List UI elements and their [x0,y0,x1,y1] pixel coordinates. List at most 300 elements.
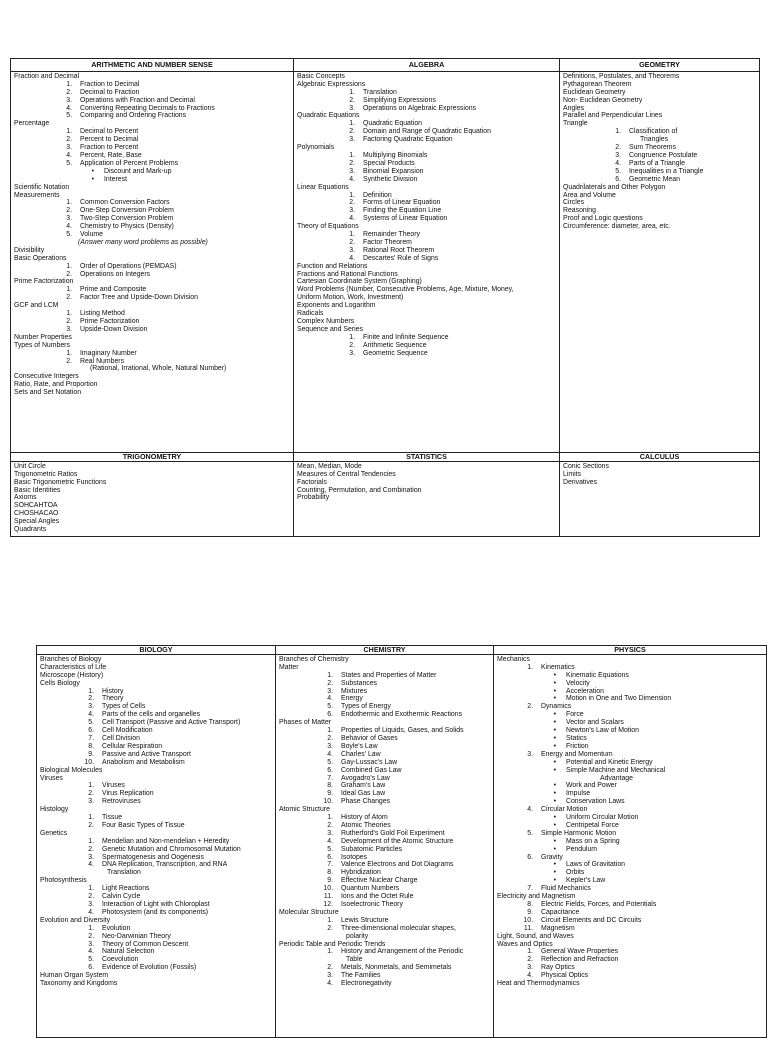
list-item [563,144,756,152]
list-item [14,310,290,318]
list-item-marker: 6. [327,766,333,774]
list-item-marker: 2. [66,207,72,215]
list-item-marker: 5. [66,159,72,167]
list-item [279,798,490,806]
list-item [563,223,756,231]
list-item-marker: 12. [323,901,333,908]
list-item-text: Prime Factorization [80,318,140,325]
list-item [14,160,290,168]
list-item [497,719,763,727]
math-syllabus-table [10,58,760,537]
list-item-text: Polynomials [297,144,335,152]
list-item-marker: 4. [88,948,94,956]
list-item-text: Circumference: diameter, area, etc. [563,223,671,231]
list-item: Basic Identities [14,486,61,494]
list-item [297,342,556,350]
list-item-text: Phases of Matter [279,719,332,727]
list-item-marker: • [553,687,556,695]
list-item-marker: 5. [327,758,333,766]
list-item-text: Basic Operations [14,254,67,262]
list-item-text: Rational Root Theorem [363,246,435,254]
list-item-marker: 3. [88,853,94,861]
list-item [14,223,290,231]
list-item [563,192,756,200]
list-item [40,727,272,735]
list-item-marker: 2. [66,136,72,144]
list-item [40,735,272,743]
list-item [40,854,272,862]
list-item [14,365,290,373]
list-item-text: Common Conversion Factors [80,199,170,207]
list-item-text: Mechanics [497,655,530,663]
list-item-marker: 8. [327,869,333,877]
list-item [563,199,756,207]
list-item [40,798,272,806]
list-item [14,128,290,136]
list-item [40,743,272,751]
list-item-text: Microscope (History) [40,671,104,679]
list-item-text: Fluid Mechanics [541,885,591,893]
list-item-marker: 7. [327,861,333,869]
list-item [497,846,763,854]
list-item [297,160,556,168]
list-item-text: Properties of Liquids, Gases, and Solids [341,727,464,735]
list-item-marker: • [553,782,556,790]
list-item [563,112,756,120]
list-item-text: Light, Sound, and Waves [497,932,574,940]
list-item [297,168,556,176]
list-item [40,814,272,822]
list-item [279,893,490,901]
list-item-marker: 2. [327,734,333,742]
list-item-marker: 1. [66,80,72,88]
list-item [297,278,556,286]
list-item-marker: • [553,711,556,719]
list-item-text: Prime and Composite [80,286,147,294]
list-item [497,782,763,790]
list-item [279,782,490,790]
list-item-text: Rutherford's Gold Foil Experiment [341,829,445,837]
list-item-marker: 6. [327,853,333,861]
list-item [40,956,272,964]
list-item-text: Branches of Biology [40,655,102,663]
list-item-text: Fraction to Decimal [80,80,140,88]
list-item-text: Anabolism and Metabolism [102,758,185,766]
list-item-text: Calvin Cycle [102,893,141,901]
list-item [14,358,290,366]
list-item-text: Circular Motion [541,806,588,814]
list-item-text: Mendelian and Non-mendelian + Heredity [102,837,230,845]
list-item [14,334,290,342]
list-item [40,846,272,854]
list-item-text: Passive and Active Transport [102,750,191,758]
list-item-marker: 2. [66,294,72,302]
list-item [14,278,290,286]
list-item-text: Triangle [563,120,588,128]
list-item [497,917,763,925]
list-item-text: (Rational, Irrational, Whole, Natural Number) [90,365,227,373]
list-item-text: Mass on a Spring [566,837,620,845]
list-item-marker: • [553,837,556,845]
chemistry-cell [276,654,494,1037]
list-item-text: Laws of Gravitation [566,861,625,869]
list-item [297,184,556,192]
list-item [14,112,290,120]
list-item-text: Evolution [102,924,131,932]
list-item-marker: • [553,734,556,742]
list-item-marker: 1. [327,948,333,956]
list-item-text: Gay-Lussac's Law [341,758,398,766]
list-item [14,184,290,192]
list-item [279,909,490,917]
list-item-marker: 3. [349,136,355,144]
list-item-marker: 2. [88,845,94,853]
list-item [14,105,290,113]
list-item-text: Retroviruses [102,798,141,806]
list-item-text: Orbits [566,869,585,877]
list-item [563,136,756,144]
list-item [40,941,272,949]
list-item-text: Friction [566,742,589,750]
list-item-text: Area and Volume [563,191,616,199]
list-item-marker: 3. [66,144,72,152]
list-item-marker: 1. [349,333,355,341]
list-item-text: Remainder Theory [363,231,420,239]
list-item-text: Velocity [566,679,590,687]
list-item [40,767,272,775]
list-item-text: Forms of Linear Equation [363,199,441,207]
list-item-text: Gravity [541,853,563,861]
list-item [279,941,490,949]
list-item [279,672,490,680]
list-item-text: Energy [341,695,363,703]
math-header-row-2 [11,452,760,461]
list-item-text: Exponents and Logarithm [297,302,376,310]
list-item [14,302,290,310]
list-item-text: Sum Theorems [629,144,676,152]
list-item-marker: 3. [88,940,94,948]
list-item [14,247,290,255]
list-item-text: Motion in One and Two Dimension [566,695,672,703]
list-item-marker: 1. [66,262,72,270]
list-item-text: Parts of the cells and organelles [102,711,201,719]
list-item-marker: 4. [66,223,72,231]
list-item [14,326,290,334]
list-item-marker: 1. [615,128,621,136]
list-item-marker: 2. [88,893,94,901]
list-item [497,972,763,980]
list-item-text: Basic Concepts [297,72,345,80]
list-item [563,105,756,113]
list-item-text: Types of Energy [341,703,391,711]
list-item-marker: • [553,877,556,885]
list-item-text: polarity [346,932,369,940]
list-item-text: Decimal to Fraction [80,88,140,96]
list-item-marker: 3. [527,750,533,758]
list-item-text: Dynamics [541,703,572,711]
list-item [297,105,556,113]
list-item-text: Ratio, Rate, and Proportion [14,381,98,389]
math-header-row [11,59,760,72]
list-item-text: Percent to Decimal [80,136,139,144]
list-item-marker: 3. [349,104,355,112]
list-item-text: Neo-Darwinian Theory [102,932,171,940]
list-item [279,656,490,664]
statistics-cell [294,461,560,536]
list-item-text: History of Atom [341,814,388,822]
list-item-marker: 6. [88,964,94,972]
list-item-marker: 1. [66,349,72,357]
list-item-text: Fraction to Percent [80,144,139,152]
list-item [297,207,556,215]
list-item-marker: 3. [88,703,94,711]
list-item-marker: • [553,695,556,703]
list-item [279,822,490,830]
list-item [297,112,556,120]
list-item-marker: 5. [327,703,333,711]
list-item [279,846,490,854]
list-item-text: Pendulum [566,845,598,853]
list-item [497,775,763,783]
list-item-marker: 4. [66,104,72,112]
list-item-text: Reflection and Refraction [541,956,619,964]
list-item [279,775,490,783]
list-item-text: Force [566,711,584,719]
list-item [497,838,763,846]
list-item: Conic Sections [563,462,609,470]
list-item [497,948,763,956]
list-item [497,743,763,751]
list-item [497,869,763,877]
list-item-marker: • [553,790,556,798]
list-item-text: Finding the Equation Line [363,207,442,215]
list-item [40,838,272,846]
list-item-text: Isotopes [341,853,368,861]
list-item-text: Factoring Quadratic Equation [363,136,453,144]
list-item [40,948,272,956]
list-item [40,901,272,909]
list-item [40,933,272,941]
list-item-text: Percent, Rate, Base [80,151,142,159]
list-item-marker: 1. [88,687,94,695]
list-item-marker: 3. [66,96,72,104]
list-item [563,120,756,128]
list-item [279,751,490,759]
list-item [279,688,490,696]
list-item [563,168,756,176]
list-item-text: Periodic Table and Periodic Trends [279,940,386,948]
list-item [497,688,763,696]
list-item-marker: 1. [88,782,94,790]
list-item [40,751,272,759]
list-item-text: Angles [563,104,585,112]
list-item-marker: 1. [88,837,94,845]
list-item-text: Molecular Structure [279,908,339,916]
list-item-text: Types of Cells [102,703,146,711]
list-item [40,703,272,711]
list-item [497,933,763,941]
list-item-marker: 2. [527,703,533,711]
list-item-marker: 3. [66,325,72,333]
list-item-text: Branches of Chemistry [279,655,349,663]
list-item-marker: 2. [349,238,355,246]
list-item-text: Factor Theorem [363,238,412,246]
list-item: Factorials [297,478,327,486]
list-item-marker: 3. [88,901,94,908]
list-item-marker: • [553,719,556,727]
list-item-marker: 11. [523,924,533,932]
list-item-text: Special Products [363,159,415,167]
list-item [40,790,272,798]
list-item [279,885,490,893]
list-item-text: Valence Electrons and Dot Diagrams [341,861,454,869]
list-item-text: Non- Euclidean Geometry [563,96,643,104]
math-content-row [11,71,760,452]
list-item-text: Photosynthesis [40,877,87,885]
list-item [497,798,763,806]
list-item-text: Linear Equations [297,183,349,191]
list-item [297,231,556,239]
header-chemistry: CHEMISTRY [276,646,494,655]
list-item [40,719,272,727]
list-item [497,893,763,901]
list-item-marker: 8. [527,901,533,908]
list-item [40,830,272,838]
list-item-text: Hybridization [341,869,381,877]
list-item-marker: 9. [327,790,333,798]
list-item [497,806,763,814]
list-item-text: Impulse [566,790,591,798]
list-item [40,775,272,783]
header-geometry: GEOMETRY [560,59,760,72]
list-item [297,326,556,334]
list-item-text: Translation [363,88,397,96]
list-item-text: Uniform Motion, Work, Investment) [297,294,404,302]
list-item-marker: 1. [527,948,533,956]
list-item-text: One-Step Conversion Problem [80,207,174,215]
list-item-text: Percentage [14,120,50,128]
list-item: Measures of Central Tendencies [297,470,396,478]
list-item-text: Atomic Structure [279,806,330,814]
list-item: Special Angles [14,518,60,526]
list-item [279,917,490,925]
list-item-marker: 4. [88,861,94,869]
list-item-text: Kinematic Equations [566,671,629,679]
list-item-text: History and Arrangement of the Periodic [341,948,464,956]
list-item-text: Acceleration [566,687,604,695]
list-item [279,854,490,862]
list-item [563,207,756,215]
list-item-marker: 2. [66,270,72,278]
list-item-text: Metals, Nonmetals, and Semimetals [341,964,452,972]
list-item [14,271,290,279]
list-item-text: Cell Modification [102,727,153,735]
list-item-marker: 5. [527,829,533,837]
list-item-text: Mixtures [341,687,368,695]
list-item-text: Simple Harmonic Motion [541,829,617,837]
list-item-text: Work and Power [566,782,617,790]
list-item-text: Capacitance [541,908,580,916]
list-item [14,215,290,223]
list-item-text: Comparing and Ordering Fractions [80,112,187,120]
list-item-marker: 2. [327,679,333,687]
list-item-text: (Answer many word problems as possible) [78,238,208,246]
list-item-marker: 1. [327,916,333,924]
list-item [563,97,756,105]
list-item [14,136,290,144]
list-item [297,350,556,358]
list-item-marker: • [553,727,556,735]
list-item-text: Multiplying Binomials [363,151,428,159]
list-item-text: Sequence and Series [297,325,363,333]
list-item [279,861,490,869]
list-item-marker: • [553,798,556,806]
list-item-marker: 1. [88,885,94,893]
list-item [497,980,763,988]
list-item-text: Cells Biology [40,679,80,687]
list-item-marker: 10. [323,885,333,893]
list-item-text: Boyle's Law [341,742,378,750]
calculus-cell [560,461,760,536]
list-item [297,97,556,105]
list-item [14,350,290,358]
list-item [497,751,763,759]
list-item-text: DNA Replication, Transcription, and RNA [102,861,228,869]
list-item-marker: • [91,167,94,175]
list-item-marker: 1. [66,128,72,136]
list-item-text: Advantage [600,774,633,782]
list-item [279,767,490,775]
list-item [40,822,272,830]
list-item-text: Prime Factorization [14,278,74,286]
list-item-marker: 1. [327,671,333,679]
list-item [497,901,763,909]
list-item-marker: 2. [327,924,333,932]
list-item-marker: 2. [349,159,355,167]
list-item: Probability [297,494,330,502]
list-item-text: Complex Numbers [297,318,355,325]
list-item-marker: 1. [66,310,72,318]
list-item-text: Conservation Laws [566,798,625,806]
list-item-marker: 6. [88,727,94,735]
list-item-text: Fractions and Rational Functions [297,270,398,278]
list-item [279,814,490,822]
list-item-text: Four Basic Types of Tissue [102,821,185,829]
list-item-marker: 1. [327,727,333,735]
list-item-text: General Wave Properties [541,948,619,956]
list-item-text: Synthetic Division [363,175,418,183]
list-item-text: Divisibility [14,246,45,254]
list-item-marker: 4. [327,695,333,703]
list-item-text: Types of Numbers [14,341,70,349]
list-item-text: Theory [102,695,124,703]
list-item [497,711,763,719]
list-item-text: Geometric Mean [629,175,680,183]
list-item [40,980,272,988]
list-item [563,89,756,97]
list-item: Unit Circle [14,462,46,470]
list-item [40,759,272,767]
list-item-marker: 3. [349,349,355,357]
list-item-text: Converting Repeating Decimals to Fractions [80,104,215,112]
list-item [40,861,272,869]
list-item-marker: 1. [527,663,533,671]
list-item-marker: 3. [349,167,355,175]
list-item [497,885,763,893]
list-item-marker: • [553,845,556,853]
list-item-text: Tissue [102,814,123,822]
list-item [279,759,490,767]
